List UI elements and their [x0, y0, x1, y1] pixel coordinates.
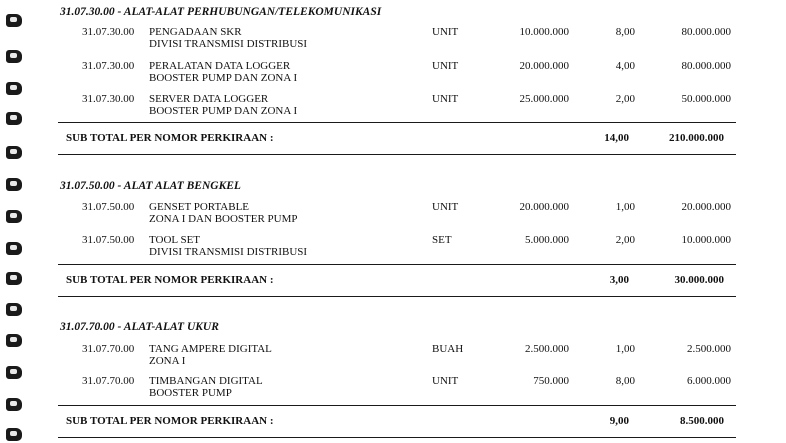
item-code: 31.07.50.00: [82, 234, 135, 246]
binder-hole: [6, 210, 22, 223]
item-qty: 1,00: [615, 201, 635, 213]
subtotal-label: SUB TOTAL PER NOMOR PERKIRAAN :: [66, 274, 274, 286]
binder-hole: [6, 146, 22, 159]
item-description: PENGADAAN SKR: [149, 26, 242, 38]
item-total: 6.000.000: [687, 375, 731, 387]
item-code: 31.07.30.00: [82, 26, 135, 38]
item-description: GENSET PORTABLE: [149, 201, 250, 213]
item-total: 50.000.000: [681, 93, 731, 105]
binder-hole: [6, 50, 22, 63]
divider: [58, 437, 736, 438]
item-code: 31.07.30.00: [82, 93, 135, 105]
item-code: 31.07.70.00: [82, 375, 135, 387]
item-location: BOOSTER PUMP: [149, 387, 232, 399]
table-row: [58, 375, 748, 403]
item-price: 20.000.000: [519, 60, 569, 72]
subtotal-label: SUB TOTAL PER NOMOR PERKIRAAN :: [66, 132, 274, 144]
section-title: 31.07.70.00 - ALAT-ALAT UKUR: [60, 321, 219, 333]
table-row: [58, 201, 748, 229]
section-title: 31.07.50.00 - ALAT ALAT BENGKEL: [60, 180, 241, 192]
item-unit: UNIT: [432, 93, 459, 105]
item-price: 5.000.000: [525, 234, 569, 246]
item-qty: 8,00: [615, 375, 635, 387]
subtotal-row: [58, 273, 748, 287]
item-qty: 2,00: [615, 234, 635, 246]
divider: [58, 296, 736, 297]
item-location: BOOSTER PUMP DAN ZONA I: [149, 105, 298, 117]
item-description: TIMBANGAN DIGITAL: [149, 375, 263, 387]
item-total: 80.000.000: [681, 26, 731, 38]
subtotal-row: [58, 131, 748, 145]
divider: [58, 122, 736, 123]
binder-hole: [6, 82, 22, 95]
table-row: [58, 343, 748, 371]
binder-hole: [6, 366, 22, 379]
divider: [58, 154, 736, 155]
item-qty: 2,00: [615, 93, 635, 105]
item-price: 20.000.000: [519, 201, 569, 213]
item-price: 750.000: [533, 375, 569, 387]
divider: [58, 264, 736, 265]
item-unit: UNIT: [432, 375, 459, 387]
item-description: TOOL SET: [149, 234, 201, 246]
subtotal-qty: 3,00: [609, 274, 629, 286]
item-price: 2.500.000: [525, 343, 569, 355]
binder-holes: [6, 0, 28, 443]
document-sheet: [58, 0, 748, 443]
item-total: 2.500.000: [687, 343, 731, 355]
subtotal-total: 210.000.000: [669, 132, 724, 144]
item-description: PERALATAN DATA LOGGER: [149, 60, 291, 72]
item-total: 80.000.000: [681, 60, 731, 72]
binder-hole: [6, 178, 22, 191]
binder-hole: [6, 14, 22, 27]
subtotal-label: SUB TOTAL PER NOMOR PERKIRAAN :: [66, 415, 274, 427]
binder-hole: [6, 272, 22, 285]
binder-hole: [6, 303, 22, 316]
binder-hole: [6, 112, 22, 125]
item-qty: 8,00: [615, 26, 635, 38]
item-code: 31.07.30.00: [82, 60, 135, 72]
item-qty: 1,00: [615, 343, 635, 355]
item-code: 31.07.50.00: [82, 201, 135, 213]
item-description: TANG AMPERE DIGITAL: [149, 343, 272, 355]
item-description: SERVER DATA LOGGER: [149, 93, 269, 105]
item-code: 31.07.70.00: [82, 343, 135, 355]
item-price: 10.000.000: [519, 26, 569, 38]
subtotal-row: [58, 414, 748, 428]
table-row: [58, 60, 748, 88]
subtotal-total: 30.000.000: [674, 274, 724, 286]
table-row: [58, 234, 748, 262]
item-location: ZONA I: [149, 355, 186, 367]
item-location: DIVISI TRANSMISI DISTRIBUSI: [149, 246, 308, 258]
table-row: [58, 26, 748, 54]
binder-hole: [6, 428, 22, 441]
item-unit: SET: [432, 234, 452, 246]
item-location: BOOSTER PUMP DAN ZONA I: [149, 72, 298, 84]
item-location: ZONA I DAN BOOSTER PUMP: [149, 213, 298, 225]
subtotal-total: 8.500.000: [680, 415, 724, 427]
section-title: 31.07.30.00 - ALAT-ALAT PERHUBUNGAN/TELEKOMUNIKASI: [60, 6, 382, 18]
binder-hole: [6, 334, 22, 347]
item-unit: UNIT: [432, 201, 459, 213]
binder-hole: [6, 242, 22, 255]
item-location: DIVISI TRANSMISI DISTRIBUSI: [149, 38, 308, 50]
binder-hole: [6, 398, 22, 411]
subtotal-qty: 14,00: [604, 132, 629, 144]
item-price: 25.000.000: [519, 93, 569, 105]
item-total: 20.000.000: [681, 201, 731, 213]
subtotal-qty: 9,00: [609, 415, 629, 427]
item-qty: 4,00: [615, 60, 635, 72]
item-total: 10.000.000: [681, 234, 731, 246]
item-unit: UNIT: [432, 26, 459, 38]
item-unit: BUAH: [432, 343, 464, 355]
divider: [58, 405, 736, 406]
item-unit: UNIT: [432, 60, 459, 72]
table-row: [58, 93, 748, 121]
